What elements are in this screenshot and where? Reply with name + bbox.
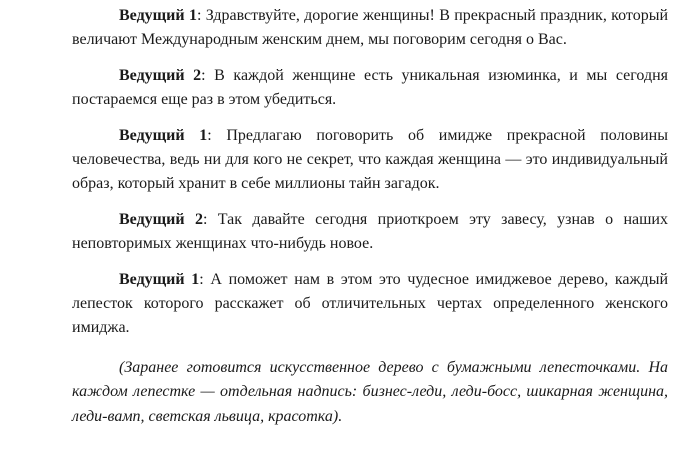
paragraph-2 xyxy=(72,64,668,113)
paragraph-4 xyxy=(72,208,668,257)
speaker-name: Ведущий 1 xyxy=(119,126,208,144)
paragraph-1 xyxy=(72,4,668,53)
paragraph-5 xyxy=(72,268,668,341)
stage-direction-note: (Заранее готовится искусственное дерево с бумажными лепесточками. На каждом лепестке — отдельная надпись: бизнес-леди, леди-босс, шикарная женщина, леди-вамп, светская львица, красотка). xyxy=(72,358,668,425)
paragraph-text: : Здравствуйте, дорогие женщины! В прекрасный праздник, который величают Международным женским днем, мы поговорим сегодня о Вас. xyxy=(72,7,669,49)
document-page xyxy=(72,4,668,440)
paragraph-text: : Предлагаю поговорить об имидже прекрасной половины человечества, ведь ни для кого не секрет, что каждая женщина — это индивидуальный образ, который хранит в себе миллионы тайн загадок. xyxy=(72,126,668,193)
speaker-name: Ведущий 1 xyxy=(119,7,197,24)
speaker-name: Ведущий 2 xyxy=(119,66,202,84)
paragraph-text: : В каждой женщине есть уникальная изюминка, и мы сегодня постараемся еще раз в этом убедиться. xyxy=(72,66,668,109)
speaker-name: Ведущий 2 xyxy=(119,210,203,228)
speaker-name: Ведущий 1 xyxy=(119,270,200,288)
paragraph-text: : Так давайте сегодня приоткроем эту завесу, узнав о наших неповторимых женщинах что-нибудь новое. xyxy=(72,210,668,253)
paragraph-text: : А поможет нам в этом это чудесное имиджевое дерево, каждый лепесток которого расскажет об отличительных чертах определенного женского имиджа. xyxy=(72,270,669,337)
paragraph-3 xyxy=(72,124,668,197)
